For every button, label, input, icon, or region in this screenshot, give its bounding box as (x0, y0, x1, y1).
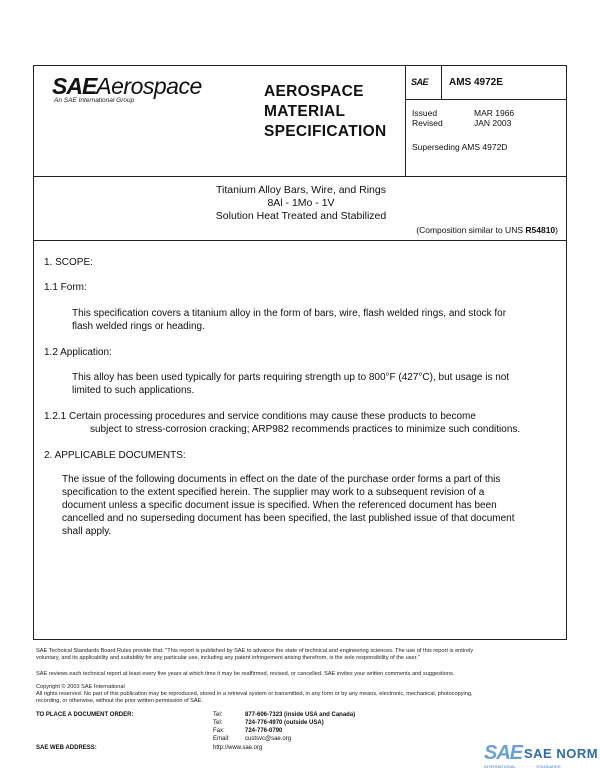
uns-number: R54810 (525, 225, 556, 235)
sae-aerospace-logo (52, 74, 242, 104)
paragraph-line: specification to the extent specified herein. The supplier may work to a subsequent revision of a (62, 487, 485, 498)
stamp-norm-text: SAE NORM (524, 746, 599, 761)
stamp-sae-logo: SAE (484, 742, 523, 764)
superseding-note: Superseding AMS 4972D (412, 142, 508, 152)
title-line: MATERIAL (264, 103, 346, 120)
title-block (33, 176, 567, 241)
email-label: Email: (213, 736, 230, 742)
tel1-value: 877-606-7323 (inside USA and Canada) (245, 712, 356, 718)
section-heading: 1. SCOPE: (44, 257, 93, 268)
subsection-heading: 1.2 Application: (44, 347, 112, 358)
footer-line: voluntary, and its applicability and suitability for any particular use, including any patent infringement arising therefrom, is the sole responsibility of the user." (36, 655, 420, 661)
paragraph-line: cancelled and no superseding document has been specified, the last published issue of that document (62, 513, 515, 524)
footer-rights (36, 691, 564, 705)
tel2-value: 724-776-4970 (outside USA) (245, 720, 324, 726)
footer-line: SAE Technical Standards Board Rules provide that: "This report is published by SAE to advance the state of technical and engineering sciences. The use of this report is entirely (36, 648, 474, 654)
sae-norm-stamp (484, 742, 599, 772)
logo-subtitle: An SAE International Group (54, 97, 135, 104)
paragraph-line: This alloy has been used typically for parts requiring strength up to 800°F (427°C), but usage is not (72, 372, 510, 383)
issue-info (412, 108, 514, 128)
paragraph-line: The issue of the following documents in effect on the date of the purchase order forms a part of this (62, 474, 501, 485)
paragraph-line: subject to stress-corrosion cracking; ARP982 recommends practices to minimize such conditions. (90, 424, 521, 435)
paragraph-line: 1.2.1 Certain processing procedures and service conditions may cause these products to become (44, 411, 476, 422)
tel2-label: Tel: (213, 720, 223, 726)
footer-line: recording, or otherwise, without the prior written permission of SAE. (36, 698, 203, 704)
footer-review: SAE reviews each technical report at least every five years at which time it may be reaffirmed, revised, or cancelled. SAE invites your written comments and suggestions. (36, 671, 455, 677)
ams-number: AMS 4972E (449, 77, 503, 88)
stamp-subtext: INTERNATIONAL · · · · · · · · STANDARDS (484, 764, 561, 769)
issued-value: MAR 1966 (474, 108, 515, 118)
title-line: SPECIFICATION (264, 123, 387, 140)
revised-value: JAN 2003 (474, 118, 512, 128)
divider (405, 99, 566, 100)
uns-composition: (Composition similar to UNS R54810) (416, 225, 558, 235)
paragraph-line: document unless a specific document issue is specified. When the referenced document has been (62, 500, 497, 511)
document-type-title (264, 82, 386, 142)
divider (405, 66, 406, 176)
divider (441, 66, 442, 99)
material-title: Titanium Alloy Bars, Wire, and Rings (215, 184, 386, 196)
tel1-label: Tel: (213, 712, 223, 718)
footer-line: All rights reserved. No part of this publication may be reproduced, stored in a retrieval system or transmitted, in any form or by any means, electronic, mechanical, photocopying, (36, 691, 473, 697)
fax-label: Fax: (213, 728, 225, 734)
logo-sae-text: SAE (52, 73, 97, 99)
web-label: SAE WEB ADDRESS: (36, 745, 97, 751)
title-line: AEROSPACE (264, 83, 364, 100)
fax-value: 724-776-0790 (245, 728, 283, 734)
alloy-composition: 8Al - 1Mo - 1V (267, 197, 335, 209)
footer-copyright: Copyright © 2003 SAE International (36, 684, 125, 690)
logo-aerospace-text: Aerospace (96, 73, 202, 99)
email-value[interactable]: custsvc@sae.org (245, 736, 292, 742)
issued-label: Issued (412, 108, 438, 118)
body-box (33, 241, 567, 640)
header-box (33, 65, 567, 177)
footer-rules (36, 648, 564, 662)
paragraph-line: This specification covers a titanium alloy in the form of bars, wire, flash welded rings, and stock for (72, 308, 507, 319)
revised-label: Revised (412, 118, 443, 128)
web-address-link[interactable]: http://www.sae.org (213, 745, 263, 751)
sae-mini-logo: SAE (411, 77, 429, 87)
paragraph-line: flash welded rings or heading. (72, 321, 205, 332)
subsection-heading: 1.1 Form: (44, 282, 87, 293)
paragraph-line: limited to such applications. (72, 385, 195, 396)
order-label: TO PLACE A DOCUMENT ORDER: (36, 712, 134, 718)
paragraph-line: shall apply. (62, 526, 112, 537)
condition: Solution Heat Treated and Stabilized (215, 210, 387, 222)
section-heading: 2. APPLICABLE DOCUMENTS: (44, 450, 186, 461)
